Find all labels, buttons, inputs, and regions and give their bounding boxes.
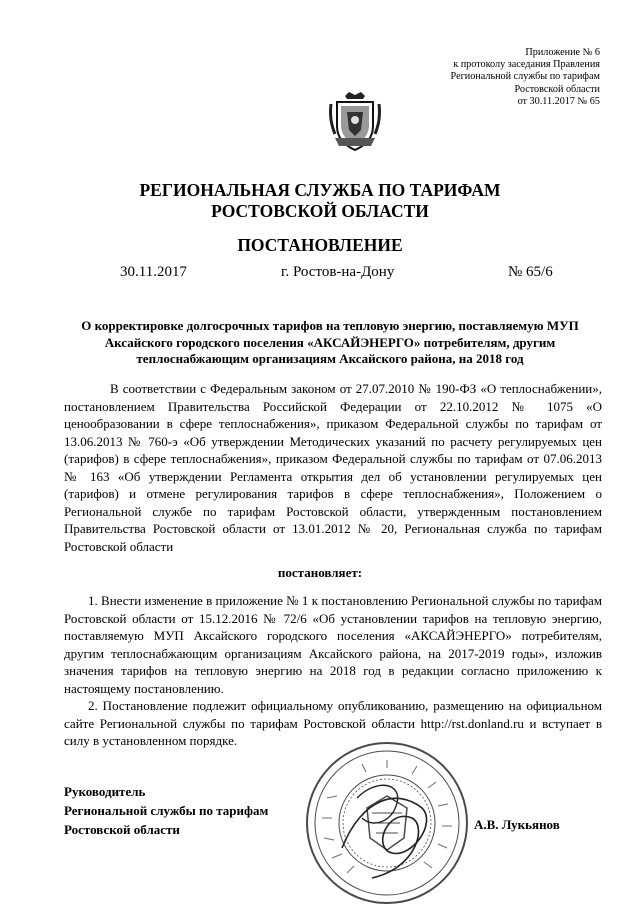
preamble-text xyxy=(64,380,602,555)
official-seal-icon xyxy=(302,738,472,908)
coat-of-arms-icon xyxy=(327,90,383,154)
document-date: 30.11.2017 xyxy=(120,264,187,280)
signature-block xyxy=(64,782,268,839)
document-subject: О корректировке долгосрочных тарифов на тепловую энергию, поставляемую МУП Аксайского городского поселения «АКСАЙЭНЕРГО» потребителям, другим теплоснабжающим организациям Аксайского района, на 2018 год xyxy=(81,318,579,366)
signer-title-line3: Ростовской области xyxy=(64,822,180,837)
document-place: г. Ростов-на-Дону xyxy=(281,264,395,280)
annex-line: Региональной службы по тарифам xyxy=(450,71,600,83)
annex-line: Приложение № 6 xyxy=(525,47,600,58)
signer-title-line1: Руководитель xyxy=(64,784,146,799)
decree-item: 2. Постановление подлежит официальному опубликованию, размещению на официальном сайте Региональной службы по тарифам Ростовской области http://rst.donland.ru и вступает в силу в установленном порядке. xyxy=(64,698,602,748)
annex-line: Ростовской области xyxy=(514,83,600,95)
org-name-line1: РЕГИОНАЛЬНАЯ СЛУЖБА ПО ТАРИФАМ xyxy=(139,180,501,200)
decree-item: 1. Внести изменение в приложение № 1 к постановлению Региональной службы по тарифам Ростовской области от 15.12.2016 № 72/6 «Об установлении тарифов на тепловую энергию, поставляемую МУП Аксайского городского поселения «АКСАЙЭНЕРГО» потребителям, другим теплоснабжающим организациям Аксайского района, на 2017-2019 годы», изложив значения тарифов на тепловую энергию на 2018 год в редакции согласно приложению к настоящему постановлению. xyxy=(64,593,602,696)
annex-line: от 30.11.2017 № 65 xyxy=(517,95,600,107)
annex-line: к протоколу заседания Правления xyxy=(453,59,600,71)
org-name-line2: РОСТОВСКОЙ ОБЛАСТИ xyxy=(211,201,429,221)
signer-name: А.В. Лукьянов xyxy=(474,817,560,832)
annex-note xyxy=(390,47,600,108)
document-number: № 65/6 xyxy=(508,264,553,280)
decree-items xyxy=(64,592,602,750)
decree-word: постановляет: xyxy=(277,565,363,580)
preamble-paragraph: В соответствии с Федеральным законом от 27.07.2010 № 190-ФЗ «О теплоснабжении», постановлением Правительства Российской Федерации от 22.10.2012 № 1075 «О ценообразовании в сфере теплоснабжения», приказом Федеральной службы по тарифам от 13.06.2013 № 760-э «Об утверждении Методических указаний по расчету регулируемых цен (тарифов) в сфере теплоснабжения», приказом Федеральной службы по тарифам от 07.06.2013 № 163 «Об утверждении Регламента открытия дел об установлении регулируемых цен (тарифов) и отмене регулирования тарифов в сфере теплоснабжения», Положением о Региональной службе по тарифам Ростовской области, утвержденным постановлением Правительства Ростовской области от 13.01.2012 № 20, Региональная служба по тарифам Ростовской области xyxy=(64,381,602,554)
signer-title-line2: Региональной службы по тарифам xyxy=(64,803,269,818)
document-type: ПОСТАНОВЛЕНИЕ xyxy=(237,235,403,255)
